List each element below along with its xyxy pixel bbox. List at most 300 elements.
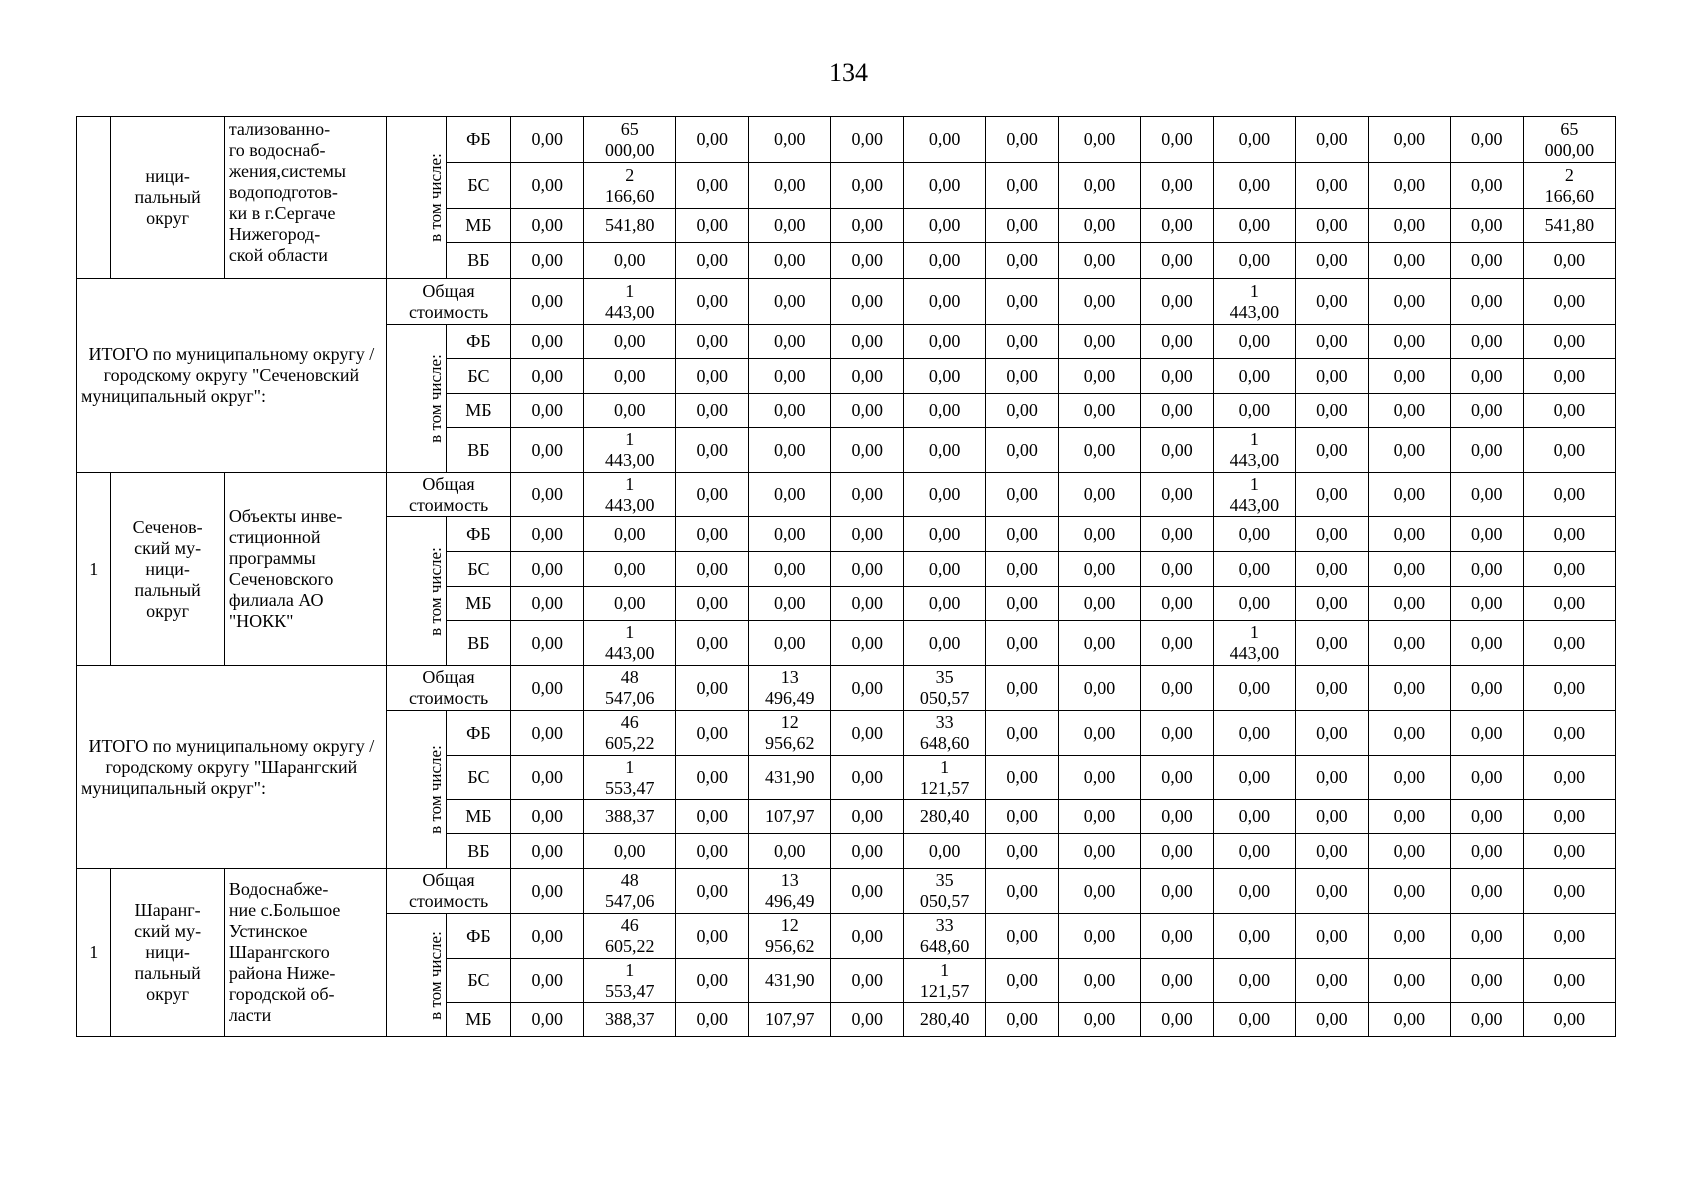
value-line: 050,57: [919, 688, 970, 708]
value-cell: 0,00: [1213, 666, 1295, 711]
value-cell: 0,00: [831, 869, 904, 914]
value-line: 443,00: [605, 643, 655, 663]
value-cell: 0,00: [986, 914, 1059, 959]
value-line: 65: [620, 118, 639, 139]
value-cell: 0,00: [1295, 359, 1368, 394]
value-cell: 0,00: [831, 473, 904, 517]
value-cell: 0,00: [1059, 473, 1141, 517]
value-cell: [904, 756, 986, 800]
value-cell: 0,00: [1523, 800, 1615, 834]
value-cell: [1213, 279, 1295, 325]
value-cell: 388,37: [584, 800, 676, 834]
value-cell: 0,00: [986, 209, 1059, 243]
value-cell: 0,00: [904, 325, 986, 359]
object-line: программы: [228, 548, 316, 568]
value-cell: 0,00: [986, 325, 1059, 359]
value-cell: 0,00: [749, 517, 831, 552]
value-cell: [749, 869, 831, 914]
value-cell: [904, 666, 986, 711]
value-cell: 0,00: [1368, 394, 1450, 428]
value-cell: 0,00: [511, 279, 584, 325]
value-cell: 0,00: [1141, 279, 1214, 325]
value-cell: 0,00: [1295, 473, 1368, 517]
value-line: 1: [1249, 429, 1259, 449]
value-cell: 0,00: [676, 394, 749, 428]
value-line: 121,57: [919, 777, 970, 798]
value-cell: 0,00: [1213, 552, 1295, 587]
value-cell: 0,00: [1450, 552, 1523, 587]
value-cell: 0,00: [676, 359, 749, 394]
value-cell: 0,00: [831, 959, 904, 1003]
municipality-cell: [111, 473, 224, 666]
value-line: 166,60: [1544, 185, 1595, 206]
value-line: 443,00: [605, 301, 655, 322]
value-cell: 0,00: [676, 517, 749, 552]
value-cell: 0,00: [831, 666, 904, 711]
value-cell: 0,00: [511, 834, 584, 869]
row-number-cell: 1: [77, 869, 111, 1037]
value-cell: 0,00: [1059, 834, 1141, 869]
value-line: 12: [780, 712, 799, 732]
value-cell: [584, 711, 676, 756]
value-cell: 0,00: [1450, 243, 1523, 279]
value-cell: 0,00: [1523, 711, 1615, 756]
value-cell: 0,00: [1523, 279, 1615, 325]
value-cell: 0,00: [1213, 914, 1295, 959]
value-cell: 0,00: [511, 428, 584, 473]
value-line: 46: [620, 712, 639, 732]
value-cell: 0,00: [676, 428, 749, 473]
value-cell: 0,00: [1523, 359, 1615, 394]
value-line: 443,00: [605, 494, 655, 515]
including-label: [386, 914, 446, 1037]
value-cell: 0,00: [676, 163, 749, 209]
value-cell: 0,00: [1368, 209, 1450, 243]
value-cell: 0,00: [511, 869, 584, 914]
value-cell: 0,00: [1295, 243, 1368, 279]
value-cell: 0,00: [831, 359, 904, 394]
value-cell: 0,00: [904, 163, 986, 209]
value-cell: 0,00: [831, 325, 904, 359]
value-cell: 0,00: [1059, 914, 1141, 959]
value-line: 000,00: [605, 139, 655, 160]
value-line: 443,00: [1229, 301, 1280, 322]
value-cell: 0,00: [1450, 1003, 1523, 1037]
value-cell: 0,00: [831, 163, 904, 209]
value-cell: 0,00: [676, 914, 749, 959]
value-cell: 0,00: [1213, 359, 1295, 394]
value-cell: 0,00: [511, 243, 584, 279]
object-line: Сеченовского: [228, 569, 334, 589]
value-cell: 0,00: [1213, 1003, 1295, 1037]
value-cell: 0,00: [676, 800, 749, 834]
value-cell: 0,00: [749, 209, 831, 243]
value-cell: [1213, 473, 1295, 517]
including-label-text: в том числе:: [425, 745, 445, 834]
value-line: 13: [780, 667, 799, 687]
value-line: 000,00: [1544, 139, 1595, 160]
value-cell: 0,00: [749, 587, 831, 621]
value-cell: 0,00: [831, 117, 904, 163]
value-cell: 0,00: [511, 587, 584, 621]
value-cell: 0,00: [1523, 428, 1615, 473]
object-line: Нижегород-: [228, 224, 321, 244]
value-cell: 541,80: [584, 209, 676, 243]
page-number: 134: [829, 58, 868, 87]
value-cell: 0,00: [511, 666, 584, 711]
value-cell: 0,00: [986, 756, 1059, 800]
value-cell: 0,00: [1213, 325, 1295, 359]
value-cell: 0,00: [1368, 711, 1450, 756]
total-cost-label-line: Общая: [422, 473, 475, 494]
value-cell: 0,00: [904, 394, 986, 428]
value-cell: 0,00: [1295, 834, 1368, 869]
value-cell: 0,00: [749, 473, 831, 517]
budget-type-label: МБ: [446, 800, 511, 834]
value-cell: 0,00: [1213, 517, 1295, 552]
value-cell: 0,00: [1141, 325, 1214, 359]
value-line: 1: [1249, 280, 1259, 301]
value-cell: 0,00: [749, 243, 831, 279]
value-cell: 0,00: [676, 1003, 749, 1037]
value-cell: 0,00: [1368, 517, 1450, 552]
value-cell: 0,00: [1368, 959, 1450, 1003]
value-cell: [1523, 163, 1615, 209]
value-cell: [584, 279, 676, 325]
value-cell: 0,00: [676, 666, 749, 711]
value-line: 2: [1564, 164, 1574, 185]
value-line: 1: [1249, 622, 1259, 642]
value-cell: 0,00: [1523, 394, 1615, 428]
value-cell: 0,00: [904, 473, 986, 517]
value-cell: [749, 914, 831, 959]
value-line: 33: [935, 915, 954, 935]
value-cell: 0,00: [1141, 756, 1214, 800]
budget-table: [76, 116, 1616, 1037]
value-cell: 0,00: [584, 359, 676, 394]
value-cell: 107,97: [749, 1003, 831, 1037]
object-line: "НОКК": [228, 611, 294, 631]
municipality-cell: [111, 117, 224, 279]
including-label-text: в том числе:: [425, 930, 445, 1020]
value-cell: 0,00: [1141, 428, 1214, 473]
value-cell: 0,00: [1141, 359, 1214, 394]
budget-type-label: ВБ: [446, 621, 511, 666]
value-cell: 280,40: [904, 800, 986, 834]
value-cell: 0,00: [511, 325, 584, 359]
value-cell: 0,00: [904, 209, 986, 243]
total-cost-label-line: стоимость: [409, 494, 489, 515]
value-cell: 0,00: [831, 800, 904, 834]
value-cell: 0,00: [1059, 359, 1141, 394]
value-cell: 0,00: [1523, 914, 1615, 959]
object-line: Устинское: [228, 921, 308, 941]
value-cell: 0,00: [1295, 1003, 1368, 1037]
value-cell: [1213, 621, 1295, 666]
municipality-line: пальный: [134, 187, 201, 207]
object-line: тализованно-: [228, 119, 331, 139]
value-cell: 0,00: [1141, 163, 1214, 209]
value-cell: 0,00: [676, 473, 749, 517]
value-cell: 0,00: [986, 117, 1059, 163]
object-line: ки в г.Сергаче: [228, 203, 336, 223]
value-cell: 0,00: [1450, 279, 1523, 325]
value-cell: 0,00: [904, 428, 986, 473]
value-cell: 0,00: [1213, 117, 1295, 163]
value-cell: 0,00: [511, 209, 584, 243]
value-cell: 0,00: [1523, 325, 1615, 359]
value-cell: 388,37: [584, 1003, 676, 1037]
municipality-line: ский му-: [134, 537, 202, 558]
value-cell: [749, 666, 831, 711]
value-cell: 0,00: [904, 517, 986, 552]
municipality-line: ници-: [145, 942, 190, 962]
value-cell: 0,00: [1059, 517, 1141, 552]
object-cell: [224, 117, 386, 279]
value-cell: 0,00: [1450, 834, 1523, 869]
value-cell: 0,00: [986, 869, 1059, 914]
value-line: 35: [935, 870, 954, 890]
value-line: 1: [625, 429, 635, 449]
value-cell: 0,00: [831, 394, 904, 428]
value-cell: 0,00: [986, 711, 1059, 756]
value-cell: 0,00: [1295, 587, 1368, 621]
value-cell: 0,00: [1213, 394, 1295, 428]
value-cell: 0,00: [986, 473, 1059, 517]
value-cell: 0,00: [676, 325, 749, 359]
value-cell: 0,00: [1295, 428, 1368, 473]
budget-type-label: БС: [446, 959, 511, 1003]
value-cell: 0,00: [1295, 163, 1368, 209]
value-line: 553,47: [605, 980, 655, 1001]
including-label: [386, 325, 446, 473]
value-cell: 0,00: [986, 279, 1059, 325]
value-cell: 0,00: [1141, 869, 1214, 914]
object-line: ласти: [228, 1005, 272, 1025]
value-cell: 0,00: [1523, 959, 1615, 1003]
object-line: водоподготов-: [228, 182, 338, 202]
value-cell: 0,00: [904, 243, 986, 279]
value-cell: 0,00: [584, 394, 676, 428]
value-cell: 0,00: [986, 666, 1059, 711]
value-cell: 0,00: [1450, 621, 1523, 666]
value-cell: 0,00: [749, 117, 831, 163]
value-cell: 0,00: [1141, 473, 1214, 517]
value-cell: 0,00: [1368, 473, 1450, 517]
value-line: 496,49: [765, 688, 815, 708]
value-cell: 0,00: [1213, 834, 1295, 869]
value-cell: 0,00: [1295, 209, 1368, 243]
budget-type-label: ФБ: [446, 711, 511, 756]
total-row: [77, 279, 1616, 325]
value-cell: 0,00: [986, 959, 1059, 1003]
value-cell: 0,00: [986, 359, 1059, 394]
value-cell: 0,00: [1059, 666, 1141, 711]
municipality-cell: [111, 869, 224, 1037]
value-cell: 0,00: [1295, 869, 1368, 914]
value-cell: 0,00: [676, 834, 749, 869]
value-cell: 0,00: [749, 359, 831, 394]
municipality-line: ници-: [145, 166, 190, 186]
value-cell: 0,00: [584, 587, 676, 621]
object-line: филиала АО: [228, 590, 324, 610]
value-cell: 0,00: [986, 552, 1059, 587]
value-cell: [584, 117, 676, 163]
value-cell: 0,00: [831, 587, 904, 621]
value-cell: 0,00: [1059, 800, 1141, 834]
value-cell: 0,00: [1059, 621, 1141, 666]
value-cell: [584, 473, 676, 517]
municipality-line: округ: [146, 600, 190, 621]
value-cell: 0,00: [749, 834, 831, 869]
table-row: [77, 869, 1616, 914]
budget-type-label: ВБ: [446, 834, 511, 869]
value-cell: 0,00: [1059, 209, 1141, 243]
value-cell: 0,00: [1141, 800, 1214, 834]
value-cell: 0,00: [511, 117, 584, 163]
value-cell: 0,00: [831, 914, 904, 959]
value-cell: 0,00: [1450, 359, 1523, 394]
value-cell: 0,00: [904, 552, 986, 587]
value-cell: 0,00: [511, 517, 584, 552]
value-cell: 0,00: [511, 800, 584, 834]
value-line: 48: [620, 667, 639, 687]
total-cost-label-line: Общая: [422, 280, 475, 301]
value-cell: 0,00: [1523, 666, 1615, 711]
value-cell: 0,00: [584, 834, 676, 869]
object-line: Водоснабже-: [228, 879, 329, 899]
value-cell: 0,00: [1213, 243, 1295, 279]
including-label: [386, 117, 446, 279]
budget-type-label: МБ: [446, 587, 511, 621]
value-cell: 0,00: [986, 394, 1059, 428]
object-line: го водоснаб-: [228, 140, 326, 160]
value-cell: 0,00: [1213, 711, 1295, 756]
value-cell: 0,00: [1450, 869, 1523, 914]
value-cell: 0,00: [1368, 117, 1450, 163]
including-label-text: в том числе:: [425, 546, 445, 636]
total-cost-label: [386, 869, 511, 914]
value-cell: 0,00: [1523, 621, 1615, 666]
value-cell: [904, 711, 986, 756]
value-cell: 0,00: [1368, 621, 1450, 666]
including-label: [386, 517, 446, 666]
value-cell: 0,00: [1141, 711, 1214, 756]
value-cell: [584, 756, 676, 800]
table-row: [77, 473, 1616, 517]
value-cell: [1213, 428, 1295, 473]
value-cell: 0,00: [511, 1003, 584, 1037]
value-cell: 0,00: [904, 279, 986, 325]
value-line: 956,62: [765, 936, 815, 956]
value-cell: 280,40: [904, 1003, 986, 1037]
value-cell: 0,00: [1295, 621, 1368, 666]
value-cell: 0,00: [986, 428, 1059, 473]
including-label: [386, 711, 446, 869]
value-cell: 0,00: [676, 959, 749, 1003]
value-cell: [584, 621, 676, 666]
value-cell: 0,00: [986, 834, 1059, 869]
value-cell: 0,00: [511, 959, 584, 1003]
value-cell: 0,00: [904, 587, 986, 621]
value-cell: 0,00: [676, 209, 749, 243]
value-line: 121,57: [919, 980, 970, 1001]
total-cost-label-line: стоимость: [409, 891, 489, 911]
total-title-cell: ИТОГО по муниципальному округу / городскому округу "Сеченовский муниципальный округ":: [77, 279, 387, 473]
value-cell: 0,00: [1059, 1003, 1141, 1037]
value-cell: 0,00: [1141, 914, 1214, 959]
value-cell: 0,00: [831, 834, 904, 869]
value-cell: 0,00: [831, 517, 904, 552]
total-cost-label: [386, 666, 511, 711]
total-cost-label-line: Общая: [422, 870, 475, 890]
value-cell: 0,00: [1141, 517, 1214, 552]
municipality-line: пальный: [134, 579, 201, 600]
value-line: 605,22: [605, 733, 655, 753]
object-line: Шарангского: [228, 942, 330, 962]
value-cell: 0,00: [1368, 666, 1450, 711]
value-cell: 0,00: [1141, 834, 1214, 869]
value-cell: 0,00: [1213, 800, 1295, 834]
value-cell: 0,00: [1450, 666, 1523, 711]
budget-type-label: ФБ: [446, 517, 511, 552]
value-cell: 0,00: [676, 711, 749, 756]
value-cell: 0,00: [1523, 473, 1615, 517]
value-cell: 0,00: [1213, 959, 1295, 1003]
value-cell: 0,00: [1059, 756, 1141, 800]
value-cell: 0,00: [1450, 800, 1523, 834]
value-cell: 0,00: [986, 800, 1059, 834]
value-cell: 0,00: [749, 552, 831, 587]
value-cell: 541,80: [1523, 209, 1615, 243]
value-cell: 0,00: [1141, 117, 1214, 163]
including-label-text: в том числе:: [425, 153, 445, 242]
value-cell: 0,00: [676, 587, 749, 621]
value-cell: 0,00: [1368, 279, 1450, 325]
value-cell: 0,00: [831, 209, 904, 243]
value-cell: 0,00: [511, 914, 584, 959]
value-cell: 0,00: [1523, 587, 1615, 621]
value-cell: [749, 711, 831, 756]
value-cell: 0,00: [1141, 394, 1214, 428]
value-line: 648,60: [919, 733, 970, 753]
object-line: района Ниже-: [228, 963, 336, 983]
value-line: 35: [935, 667, 954, 687]
value-cell: 0,00: [904, 359, 986, 394]
value-line: 1: [625, 622, 635, 642]
value-cell: 0,00: [831, 428, 904, 473]
value-cell: 0,00: [986, 1003, 1059, 1037]
value-cell: 0,00: [1059, 163, 1141, 209]
value-cell: 0,00: [1368, 869, 1450, 914]
value-cell: 0,00: [1450, 209, 1523, 243]
municipality-line: ский му-: [134, 921, 202, 941]
value-cell: 0,00: [1450, 163, 1523, 209]
value-cell: 0,00: [1523, 1003, 1615, 1037]
value-cell: 0,00: [1059, 959, 1141, 1003]
value-cell: 0,00: [1059, 325, 1141, 359]
budget-type-label: ВБ: [446, 428, 511, 473]
total-cost-label-line: Общая: [422, 667, 475, 687]
value-cell: 0,00: [831, 552, 904, 587]
value-line: 050,57: [919, 891, 970, 911]
value-cell: 0,00: [1141, 666, 1214, 711]
row-number-cell: 1: [77, 473, 111, 666]
budget-type-label: ФБ: [446, 914, 511, 959]
value-cell: 0,00: [1368, 914, 1450, 959]
value-cell: 0,00: [676, 243, 749, 279]
value-line: 648,60: [919, 936, 970, 956]
